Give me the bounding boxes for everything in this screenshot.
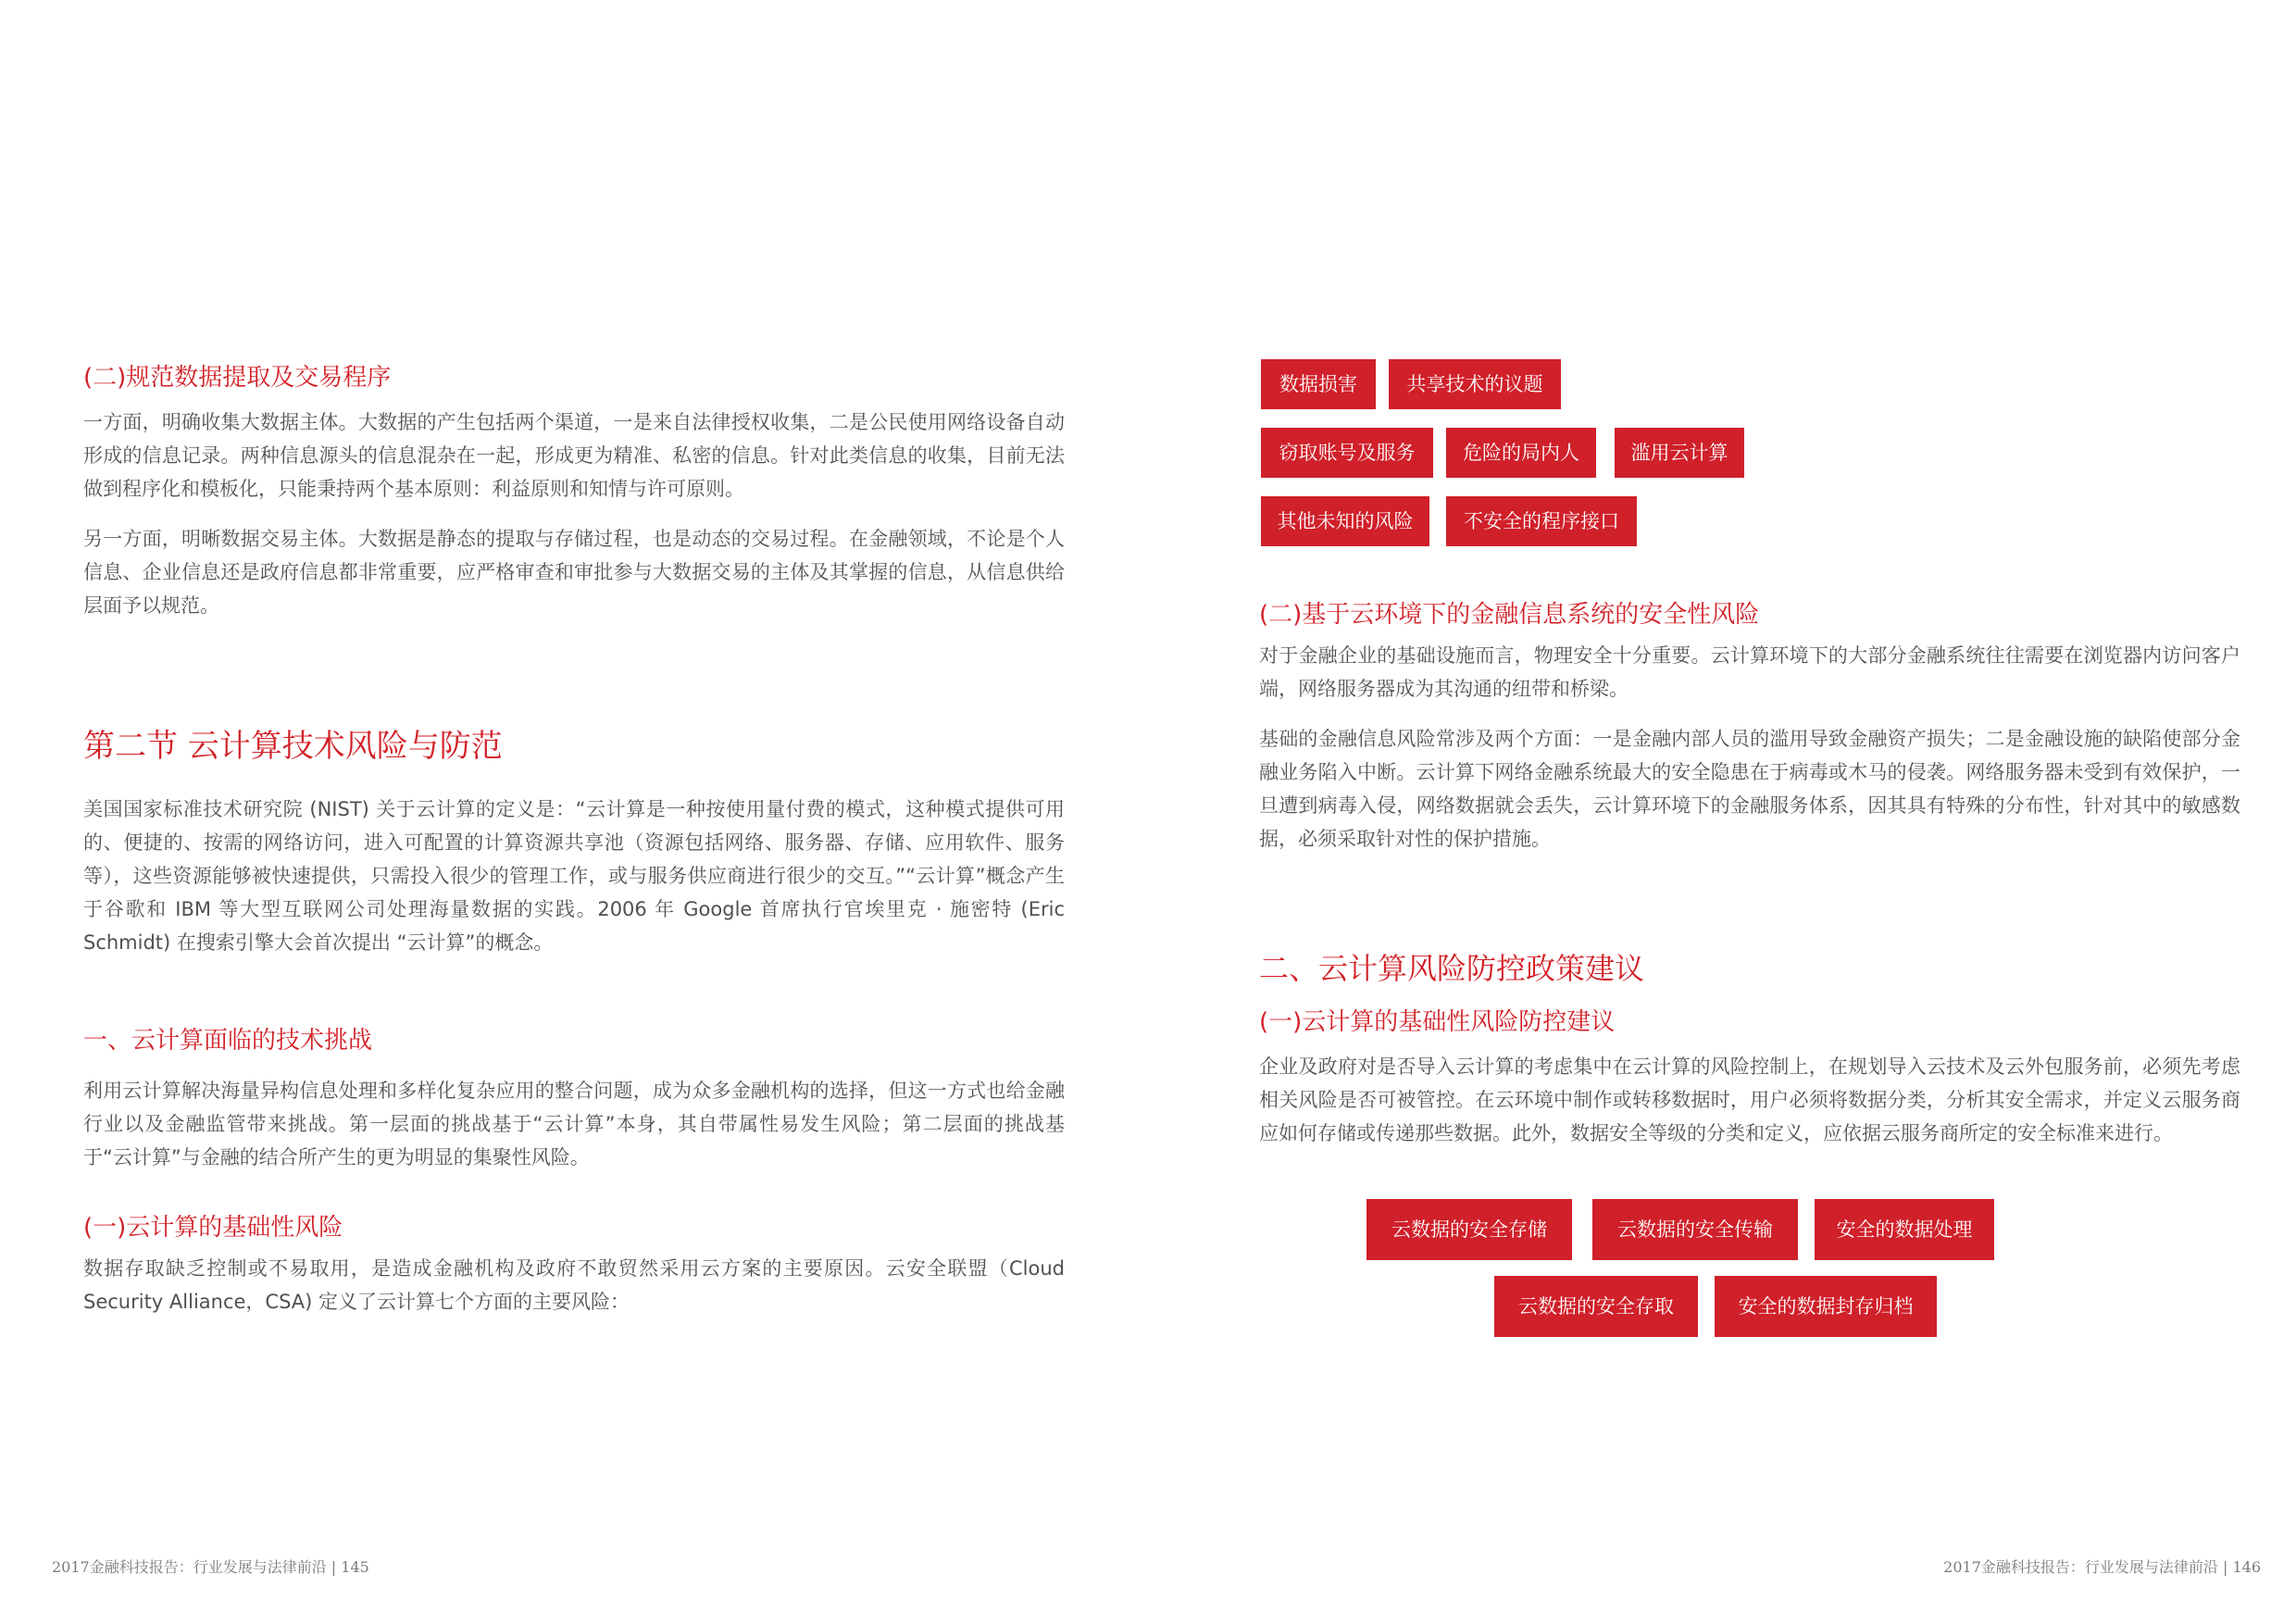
right-page-column bbox=[1259, 598, 2240, 1150]
subheading-basic-risk: (一)云计算的基础性风险 bbox=[83, 1214, 343, 1242]
risk-tag: 窃取账号及服务 bbox=[1261, 428, 1433, 478]
paragraph-physical-security: 对于金融企业的基础设施而言，物理安全十分重要。云计算环境下的大部分金融系统往往需要在浏览器内访问客户端，网络服务器成为其沟通的纽带和桥梁。 bbox=[1259, 644, 2240, 700]
risk-tag: 危险的局内人 bbox=[1446, 428, 1596, 478]
risk-tag: 其他未知的风险 bbox=[1261, 496, 1429, 546]
paragraph-collection-subject: 一方面，明确收集大数据主体。大数据的产生包括两个渠道，一是来自法律授权收集，二是公民使用网络设备自动形成的信息记录。两种信息源头的信息混杂在一起，形成更为精准、私密的信息。针对此类信息的收集，目前无法做到程序化和模板化，只能秉持两个基本原则：利益原则和知情与许可原则。 bbox=[83, 411, 1065, 500]
subheading-data-extraction: (二)规范数据提取及交易程序 bbox=[83, 364, 392, 392]
subheading-basic-advice: (一)云计算的基础性风险防控建议 bbox=[1259, 1008, 1616, 1036]
footer-left-page-number: 2017金融科技报告：行业发展与法律前沿 | 145 bbox=[52, 1558, 369, 1576]
subheading-tech-challenge: 一、云计算面临的技术挑战 bbox=[83, 1027, 373, 1055]
subheading-env-risk: (二)基于云环境下的金融信息系统的安全性风险 bbox=[1259, 601, 1760, 629]
footer-right-page-number: 2017金融科技报告：行业发展与法律前沿 | 146 bbox=[1943, 1558, 2261, 1576]
security-tag: 云数据的安全传输 bbox=[1592, 1199, 1798, 1260]
security-tag: 云数据的安全存取 bbox=[1494, 1276, 1698, 1337]
paragraph-basic-risk: 数据存取缺乏控制或不易取用，是造成金融机构及政府不敢贸然采用云方案的主要原因。云安全联盟（Cloud Security Alliance，CSA) 定义了云计算七个方面的主要风险： bbox=[83, 1257, 1065, 1313]
left-page-column bbox=[83, 361, 1065, 1318]
risk-tag: 数据损害 bbox=[1261, 359, 1376, 409]
section-heading-cloud-risk: 第二节 云计算技术风险与防范 bbox=[83, 728, 503, 765]
risk-tag: 滥用云计算 bbox=[1615, 428, 1744, 478]
paragraph-trading-subject: 另一方面，明晰数据交易主体。大数据是静态的提取与存储过程，也是动态的交易过程。在金融领域，不论是个人信息、企业信息还是政府信息都非常重要，应严格审查和审批参与大数据交易的主体及其掌握的信息，从信息供给层面予以规范。 bbox=[83, 528, 1065, 617]
risk-tag: 共享技术的议题 bbox=[1389, 359, 1561, 409]
paragraph-tech-challenge: 利用云计算解决海量异构信息处理和多样化复杂应用的整合问题，成为众多金融机构的选择，但这一方式也给金融行业以及金融监管带来挑战。第一层面的挑战基于“云计算”本身，其自带属性易发生风险；第二层面的挑战基于“云计算”与金融的结合所产生的更为明显的集聚性风险。 bbox=[83, 1080, 1065, 1168]
security-tag: 安全的数据封存归档 bbox=[1715, 1276, 1937, 1337]
paragraph-nist-definition: 美国国家标准技术研究院 (NIST) 关于云计算的定义是：“云计算是一种按使用量付费的模式，这种模式提供可用的、便捷的、按需的网络访问，进入可配置的计算资源共享池（资源包括网络、服务器、存储、应用软件、服务等），这些资源能够被快速提供，只需投入很少的管理工作，或与服务供应商进行很少的交互。”“云计算”概念产生于谷歌和 IBM 等大型互联网公司处理海量数据的实践。2006 年 Google 首席执行官埃里克 · 施密特 (Eric Schmidt) 在搜索引擎大会首次提出 “云计算”的概念。 bbox=[83, 798, 1065, 954]
security-tag: 安全的数据处理 bbox=[1815, 1199, 1994, 1260]
paragraph-financial-info-risk: 基础的金融信息风险常涉及两个方面：一是金融内部人员的滥用导致金融资产损失；二是金融设施的缺陷使部分金融业务陷入中断。云计算下网络金融系统最大的安全隐患在于病毒或木马的侵袭。网络服务器未受到有效保护，一旦遭到病毒入侵，网络数据就会丢失，云计算环境下的金融服务体系，因其具有特殊的分布性，针对其中的敏感数据，必须采取针对性的保护措施。 bbox=[1259, 728, 2240, 850]
section-heading-policy: 二、云计算风险防控政策建议 bbox=[1259, 951, 1645, 986]
security-tag: 云数据的安全存储 bbox=[1366, 1199, 1572, 1260]
risk-tag: 不安全的程序接口 bbox=[1446, 496, 1637, 546]
paragraph-basic-advice: 企业及政府对是否导入云计算的考虑集中在云计算的风险控制上，在规划导入云技术及云外包服务前，必须先考虑相关风险是否可被管控。在云环境中制作或转移数据时，用户必须将数据分类，分析其安全需求，并定义云服务商应如何存储或传递那些数据。此外，数据安全等级的分类和定义，应依据云服务商所定的安全标准来进行。 bbox=[1259, 1056, 2240, 1144]
